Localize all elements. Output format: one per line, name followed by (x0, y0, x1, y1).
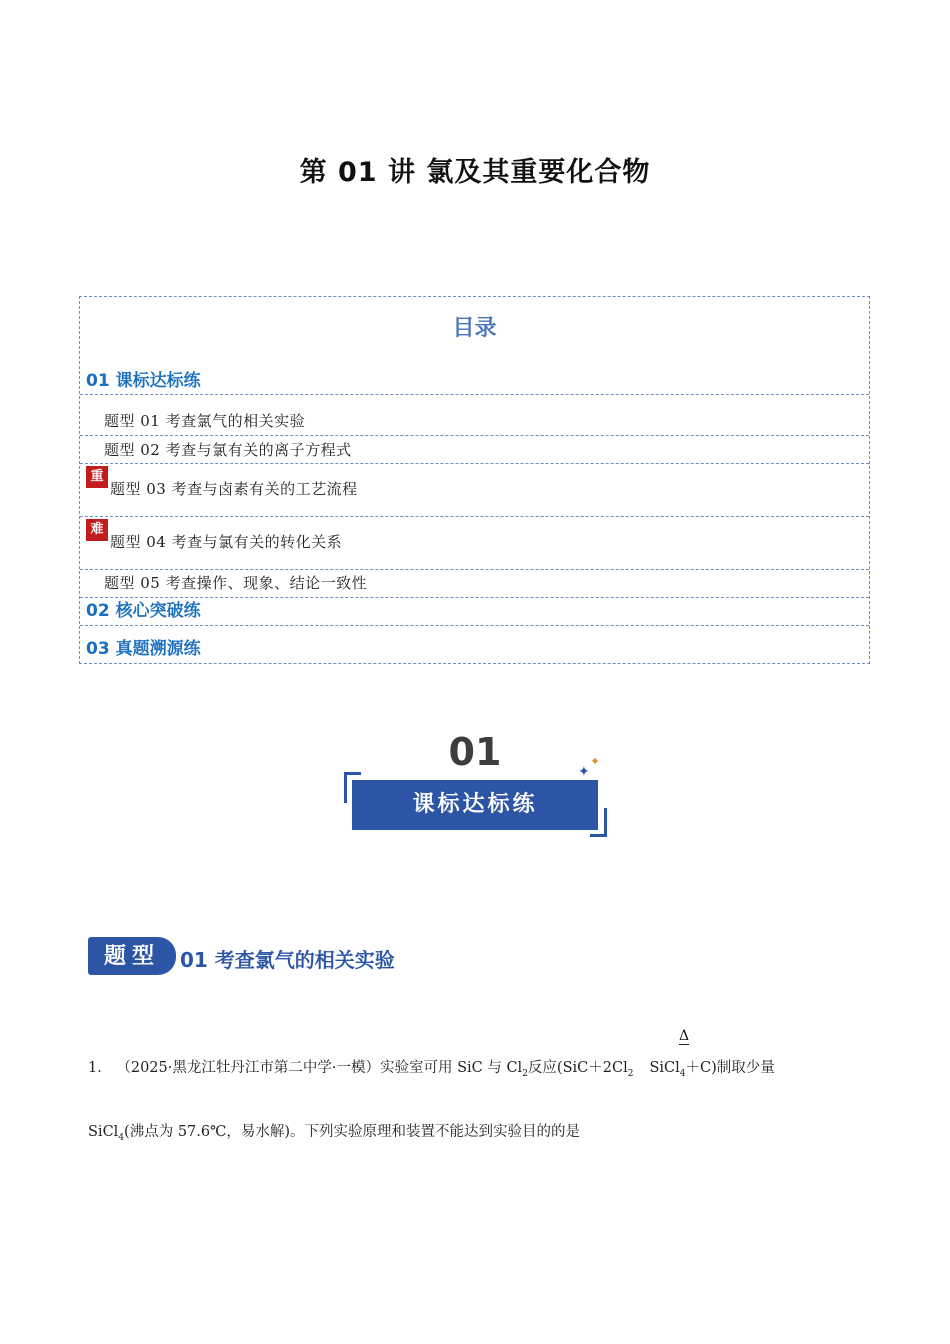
toc-item-label: 题型 01 考查氯气的相关实验 (104, 412, 306, 430)
subscript: 2 (522, 1068, 528, 1079)
toc-section-label: 03 真题溯源练 (86, 639, 201, 659)
toc-item[interactable] (80, 464, 869, 517)
question-text: 反应(SiC＋2Cl (527, 1060, 628, 1076)
toc-item[interactable] (80, 517, 869, 570)
question-source: （2025·黑龙江牡丹江市第二中学·一模） (116, 1060, 380, 1076)
question-line-2 (88, 1120, 580, 1143)
key-point-badge: 重 (86, 466, 108, 488)
toc-item-label: 题型 04 考查与氯有关的转化关系 (110, 533, 343, 551)
subscript: 4 (118, 1132, 125, 1143)
section-banner: 课标达标练 (352, 780, 598, 830)
question-text: (沸点为 57.6℃，易水解)。下列实验原理和装置不能达到实验目的的是 (124, 1124, 580, 1140)
section-number: 01 (448, 730, 502, 774)
question-number: 1． (88, 1060, 112, 1076)
toc-section[interactable] (80, 598, 869, 626)
toc-item[interactable] (80, 436, 869, 464)
question-line-1 (88, 1056, 775, 1079)
toc-item-label: 题型 05 考查操作、现象、结论一致性 (104, 574, 368, 592)
subscript: 4 (679, 1068, 686, 1079)
toc-item-label: 题型 02 考查与氯有关的离子方程式 (104, 441, 352, 459)
page-title: 第 01 讲 氯及其重要化合物 (299, 157, 651, 188)
type-title: 01 考查氯气的相关实验 (180, 948, 395, 972)
toc-item[interactable] (80, 570, 869, 598)
question-text: ＋C)制取少量 (685, 1060, 775, 1076)
subscript: 2 (627, 1068, 634, 1079)
toc-item-label: 题型 03 考查与卤素有关的工艺流程 (110, 480, 358, 498)
question-text: 实验室可用 SiC 与 Cl (379, 1060, 523, 1076)
table-of-contents (79, 296, 870, 664)
toc-section[interactable] (80, 355, 869, 395)
difficult-badge: 难 (86, 519, 108, 541)
toc-section[interactable] (80, 626, 869, 664)
toc-heading: 目录 (452, 316, 497, 341)
reaction-condition: Δ (679, 1028, 690, 1044)
type-badge: 题型 (88, 937, 176, 975)
question-text: SiCl (649, 1060, 680, 1076)
question-text: SiCl (88, 1124, 119, 1140)
toc-section-label: 02 核心突破练 (86, 601, 201, 621)
toc-item[interactable] (80, 407, 869, 436)
toc-section-label: 01 课标达标练 (86, 371, 201, 391)
sparkle-icon: ◆ (592, 756, 599, 765)
sparkle-icon: ✦ (578, 764, 590, 780)
